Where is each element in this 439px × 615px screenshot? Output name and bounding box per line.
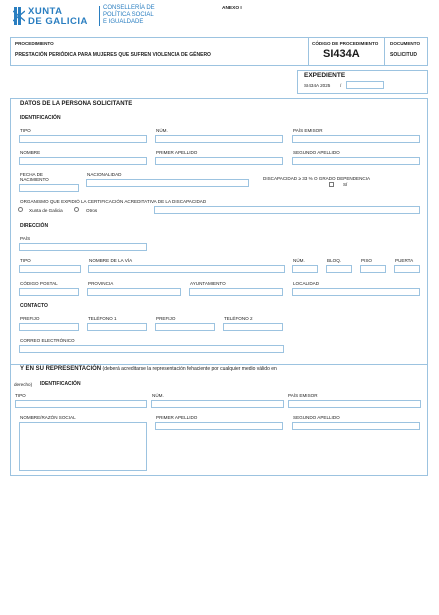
rep-tipo-field[interactable]	[15, 400, 147, 408]
nombre-label: NOMBRE	[20, 150, 41, 155]
representation-heading	[20, 366, 277, 372]
telefono2-label: TELÉFONO 2	[224, 316, 253, 321]
primer-apellido-field[interactable]	[155, 157, 283, 165]
rep-segundo-apellido-field[interactable]	[292, 422, 420, 430]
otros-radio[interactable]	[74, 207, 79, 212]
document-label: DOCUMENTO	[390, 41, 421, 46]
rep-primer-apellido-label: PRIMER APELLIDO	[156, 415, 198, 420]
fecha-nacimiento-label-1: FECHA DE	[20, 172, 43, 177]
expediente-prefix: SI434A 2025	[304, 83, 331, 88]
xunta-emblem-icon	[13, 7, 25, 25]
nacionalidad-label: NACIONALIDAD	[87, 172, 122, 177]
discapacidad-label: DISCAPACIDAD ≥ 33 % O GRADO DEPENDENCIA	[263, 176, 371, 181]
prefijo2-label: PREFIJO	[156, 316, 176, 321]
dept-divider	[99, 6, 100, 26]
representation-title: Y EN SU REPRESENTACIÓN	[20, 366, 102, 372]
applicant-title: DATOS DE LA PERSONA SOLICITANTE	[20, 101, 133, 107]
prefijo1-field[interactable]	[19, 323, 79, 331]
expediente-slash: /	[340, 83, 342, 88]
organismo-label: ORGANISMO QUE EXPIDIÓ LA CERTIFICACIÓN ACREDITATIVA DE LA DISCAPACIDAD	[20, 199, 207, 204]
ayuntamiento-field[interactable]	[189, 288, 283, 296]
organismo-otros-field[interactable]	[154, 206, 420, 214]
bloq-label: BLOQ.	[327, 258, 342, 263]
code-label: CÓDIGO DE PROCEDIMIENTO	[312, 41, 379, 46]
dept-line2: POLÍTICA SOCIAL	[103, 12, 154, 18]
rep-pais-emisor-label: PAÍS EMISOR	[288, 393, 318, 398]
nombre-via-label: NOMBRE DE LA VÍA	[89, 258, 133, 263]
correo-field[interactable]	[19, 345, 284, 353]
rep-segundo-apellido-label: SEGUNDO APELLIDO	[293, 415, 340, 420]
pais-emisor-label: PAÍS EMISOR	[293, 128, 323, 133]
nacionalidad-field[interactable]	[86, 179, 249, 187]
num-via-label: NÚM.	[293, 258, 305, 263]
localidad-field[interactable]	[292, 288, 420, 296]
nombre-field[interactable]	[19, 157, 147, 165]
rep-nombre-field[interactable]	[19, 422, 147, 471]
procedure-label: PROCEDIMIENTO	[15, 41, 54, 46]
document-type: SOLICITUD	[390, 52, 417, 58]
bloq-field[interactable]	[326, 265, 352, 273]
telefono2-field[interactable]	[223, 323, 283, 331]
prefijo1-label: PREFIJO	[20, 316, 40, 321]
direccion-title: DIRECCIÓN	[20, 223, 49, 229]
codigo-postal-field[interactable]	[19, 288, 79, 296]
prefijo2-field[interactable]	[155, 323, 215, 331]
tipo-via-label: TIPO	[20, 258, 31, 263]
rep-pais-emisor-field[interactable]	[288, 400, 421, 408]
fecha-nacimiento-label-2: NACIMIENTO	[20, 177, 49, 182]
representation-note-2: derecho)	[14, 382, 33, 387]
dept-name	[103, 5, 155, 26]
nombre-via-field[interactable]	[88, 265, 285, 273]
num-label: NÚM.	[156, 128, 168, 133]
piso-field[interactable]	[360, 265, 386, 273]
fecha-nacimiento-field[interactable]	[19, 184, 79, 192]
xunta-radio[interactable]	[18, 207, 23, 212]
xunta-option-label: Xunta de Galicia	[29, 208, 63, 213]
telefono1-field[interactable]	[87, 323, 147, 331]
puerta-field[interactable]	[394, 265, 420, 273]
ayuntamiento-label: AYUNTAMIENTO	[190, 281, 226, 286]
pais-emisor-field[interactable]	[292, 135, 420, 143]
rep-nombre-label: NOMBRE/RAZÓN SOCIAL	[20, 415, 76, 420]
localidad-label: LOCALIDAD	[293, 281, 320, 286]
dept-line3: E IGUALDADE	[103, 19, 144, 25]
contacto-title: CONTACTO	[20, 303, 48, 309]
pais-label: PAÍS	[20, 236, 31, 241]
num-field[interactable]	[155, 135, 283, 143]
logo-line1: XUNTA	[28, 6, 63, 17]
representation-note: (deberá acreditarse la representación fehaciente por cualquier medio válido en	[102, 366, 277, 372]
otros-option-label: Otros	[86, 208, 98, 213]
discapacidad-si-label: SÍ	[343, 182, 348, 187]
logo-line2: DE GALICIA	[28, 16, 88, 27]
procedure-code: SI434A	[323, 48, 360, 60]
identification-title: IDENTIFICACIÓN	[20, 115, 61, 121]
expediente-title: EXPEDIENTE	[304, 72, 346, 79]
num-via-field[interactable]	[292, 265, 318, 273]
puerta-label: PUERTA	[395, 258, 414, 263]
codigo-postal-label: CÓDIGO POSTAL	[20, 281, 58, 286]
procedure-name: PRESTACIÓN PERIÓDICA PARA MUJERES QUE SUFREN VIOLENCIA DE GÉNERO	[15, 52, 211, 58]
segundo-apellido-field[interactable]	[292, 157, 420, 165]
representation-ident-title: IDENTIFICACIÓN	[40, 381, 81, 387]
pais-field[interactable]	[19, 243, 147, 251]
piso-label: PISO	[361, 258, 372, 263]
telefono1-label: TELÉFONO 1	[88, 316, 117, 321]
rep-tipo-label: TIPO	[15, 393, 26, 398]
dept-line1: CONSELLERÍA DE	[103, 5, 155, 11]
provincia-label: PROVINCIA	[88, 281, 114, 286]
annex-label: ANEXO I	[222, 6, 242, 11]
tipo-field[interactable]	[19, 135, 147, 143]
segundo-apellido-label: SEGUNDO APELLIDO	[293, 150, 340, 155]
rep-num-field[interactable]	[151, 400, 284, 408]
tipo-via-field[interactable]	[19, 265, 81, 273]
provincia-field[interactable]	[87, 288, 181, 296]
rep-primer-apellido-field[interactable]	[155, 422, 283, 430]
correo-label: CORREO ELECTRÓNICO	[20, 338, 75, 343]
rep-num-label: NÚM.	[152, 393, 164, 398]
xunta-logo	[13, 6, 103, 26]
primer-apellido-label: PRIMER APELLIDO	[156, 150, 198, 155]
tipo-label: TIPO	[20, 128, 31, 133]
discapacidad-checkbox[interactable]	[329, 182, 334, 187]
expediente-number-field[interactable]	[346, 81, 384, 89]
